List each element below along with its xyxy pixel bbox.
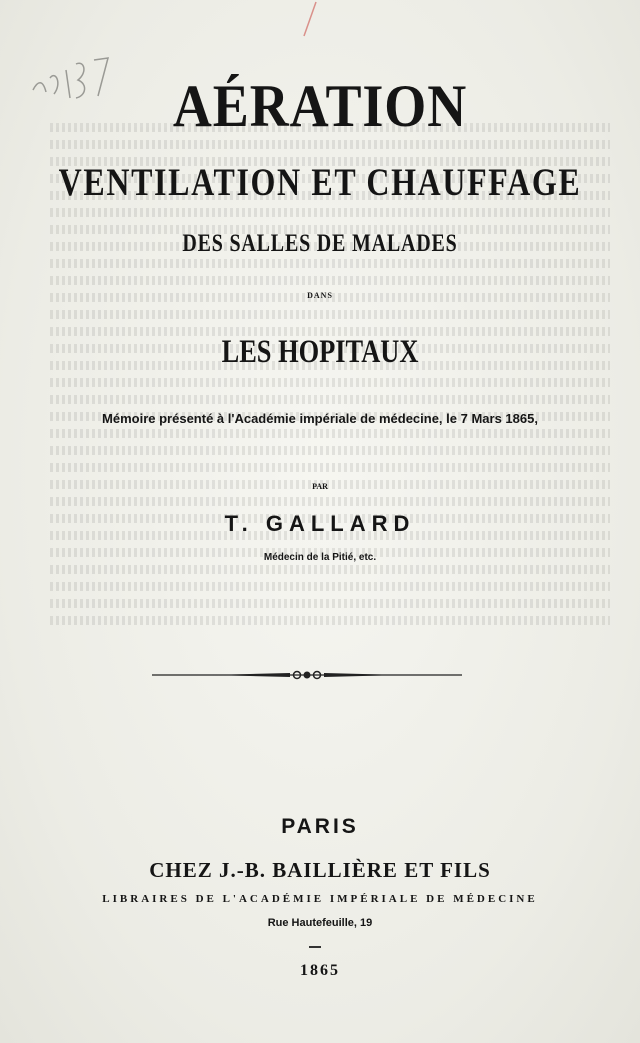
title-connector: DANS	[307, 291, 333, 300]
author-name: T. GALLARD	[224, 511, 416, 536]
imprint-street: Rue Hautefeuille, 19	[267, 917, 373, 929]
author-by: PAR	[312, 482, 328, 491]
title-line-hopitaux: LES HOPITAUX	[221, 334, 419, 370]
red-pencil-mark	[294, 0, 324, 40]
imprint-publisher: CHEZ J.-B. BAILLIÈRE ET FILS	[149, 858, 491, 882]
title-line-salles: DES SALLES DE MALADES	[182, 230, 458, 257]
imprint-city: PARIS	[281, 815, 359, 838]
ornamental-rule	[152, 668, 462, 682]
title-line-ventilation: VENTILATION ET CHAUFFAGE	[58, 161, 582, 204]
author-role: Médecin de la Pitié, etc.	[263, 552, 377, 563]
title-line-aeration: AÉRATION	[172, 73, 468, 139]
imprint-divider	[309, 946, 321, 948]
imprint-qualifier: LIBRAIRES DE L'ACADÉMIE IMPÉRIALE DE MÉDECINE	[102, 893, 538, 905]
imprint-year: 1865	[300, 962, 340, 979]
subtitle: Mémoire présenté à l'Académie impériale de médecine, le 7 Mars 1865,	[102, 411, 538, 426]
